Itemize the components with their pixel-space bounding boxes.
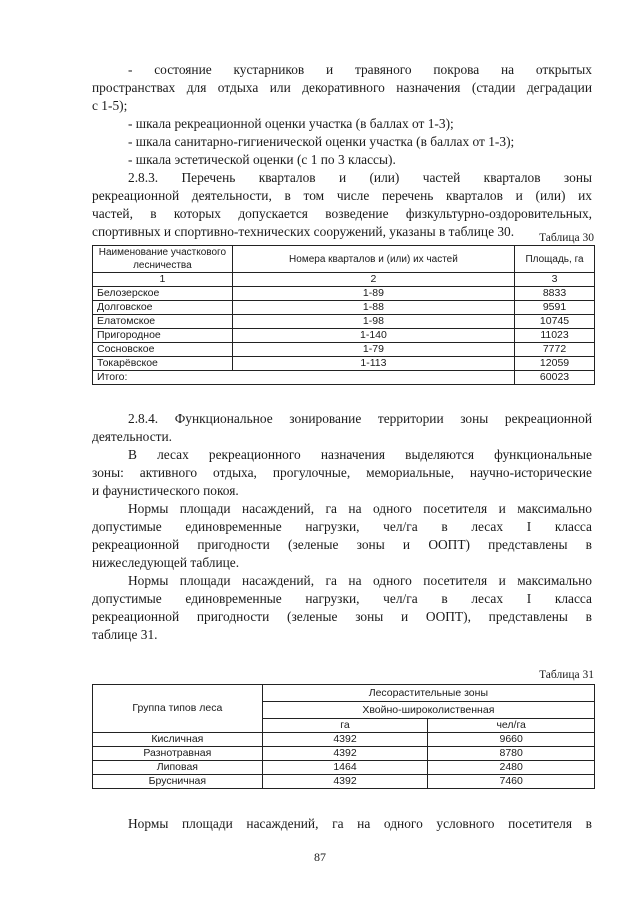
table-colnum-row [93,273,595,287]
table-header-cell: га [262,719,428,733]
text-line: - состояние кустарников и травяного покрова на открытых [128,62,592,77]
table-row [93,329,595,343]
table-cell: 8833 [515,287,595,301]
table-header-cell: Группа типов леса [93,685,263,733]
table-row [93,775,595,789]
table-cell: 9660 [428,733,595,747]
table-cell: 4392 [262,775,428,789]
table-cell: Пригородное [93,329,233,343]
text-line: В лесах рекреационного назначения выделяются функциональные [128,447,592,462]
table-cell: 4392 [262,747,428,761]
table-header-cell: Наименование участкового лесничества [93,246,233,273]
text-line: допустимые единовременные нагрузки, чел/га в лесах I класса [92,519,592,534]
table-row [93,287,595,301]
table31-caption: Таблица 31 [539,669,594,681]
table-header-cell: Номера кварталов и (или) их частей [232,246,514,273]
text-line: 2.8.4. Функциональное зонирование территории зоны рекреационной [128,411,592,426]
table-cell: Разнотравная [93,747,263,761]
table-header-row [93,685,595,702]
table-cell: 9591 [515,301,595,315]
text-line: - шкала санитарно-гигиенической оценки участка (в баллах от 1-3); [128,134,515,149]
total-label: Итого: [93,371,515,385]
table-cell: 10745 [515,315,595,329]
table-cell: 1 [93,273,233,287]
text-line: рекреационной пригодности (зеленые зоны и ООПТ), представлены в [92,609,592,624]
text-line: - шкала рекреационной оценки участка (в баллах от 1-3); [128,116,454,131]
table-31 [92,684,595,789]
table-header-cell: Лесорастительные зоны [262,685,594,702]
table-cell: Сосновское [93,343,233,357]
text-line: и фаунистического покоя. [92,483,239,498]
table-cell: Липовая [93,761,263,775]
table-cell: 3 [515,273,595,287]
text-line: пространствах для отдыха или декоративного назначения (стадии деградации [92,80,592,95]
table-cell: Брусничная [93,775,263,789]
table-cell: Кисличная [93,733,263,747]
table-cell: Долговское [93,301,233,315]
table-cell: 1-89 [232,287,514,301]
text-line: Нормы площади насаждений, га на одного условного посетителя в [128,816,592,831]
text-line: с 1-5); [92,98,128,113]
text-line: нижеследующей таблице. [92,555,240,570]
table-header-cell: чел/га [428,719,595,733]
text-line: деятельности. [92,429,173,444]
table-cell: 2 [232,273,514,287]
table-cell: 1-140 [232,329,514,343]
table-row [93,343,595,357]
text-line: Нормы площади насаждений, га на одного посетителя и максимально [128,573,592,588]
table-row [93,357,595,371]
table-row [93,747,595,761]
table-row [93,733,595,747]
table30-caption: Таблица 30 [539,232,594,244]
table-header-cell: Хвойно-широколиственная [262,702,594,719]
text-line: рекреационной деятельности, в том числе перечень кварталов и (или) их [92,188,592,203]
text-line: - шкала эстетической оценки (с 1 по 3 классы). [128,152,396,167]
table-cell: Токарёвское [93,357,233,371]
table-30 [92,245,595,385]
page-number: 87 [314,850,326,864]
table-cell: Елатомское [93,315,233,329]
table-cell: 7772 [515,343,595,357]
table-cell: Белозерское [93,287,233,301]
text-line: зоны: активного отдыха, прогулочные, мемориальные, научно-исторические [92,465,592,480]
table-cell: 7460 [428,775,595,789]
table-cell: 8780 [428,747,595,761]
table-cell: 1-98 [232,315,514,329]
text-line: спортивных и спортивно-технических сооружений, указаны в таблице 30. [92,224,515,239]
table-cell: 12059 [515,357,595,371]
table-cell: 4392 [262,733,428,747]
text-line: частей, в которых допускается возведение физкультурно-оздоровительных, [92,206,592,221]
text-line: Нормы площади насаждений, га на одного посетителя и максимально [128,501,592,516]
table-cell: 1-79 [232,343,514,357]
table-header-cell: Площадь, га [515,246,595,273]
table-cell: 1-113 [232,357,514,371]
table-row [93,315,595,329]
table-header-row [93,246,595,273]
text-line: рекреационной пригодности (зеленые зоны и ООПТ) представлены в [92,537,592,552]
table-row [93,301,595,315]
text-line: 2.8.3. Перечень кварталов и (или) частей кварталов зоны [128,170,592,185]
table-cell: 1-88 [232,301,514,315]
text-line: допустимые единовременные нагрузки, чел/га в лесах I класса [92,591,592,606]
total-value: 60023 [515,371,595,385]
table-cell: 1464 [262,761,428,775]
table-cell: 2480 [428,761,595,775]
table-row [93,761,595,775]
text-line: таблице 31. [92,627,158,642]
table-total-row [93,371,595,385]
table-cell: 11023 [515,329,595,343]
